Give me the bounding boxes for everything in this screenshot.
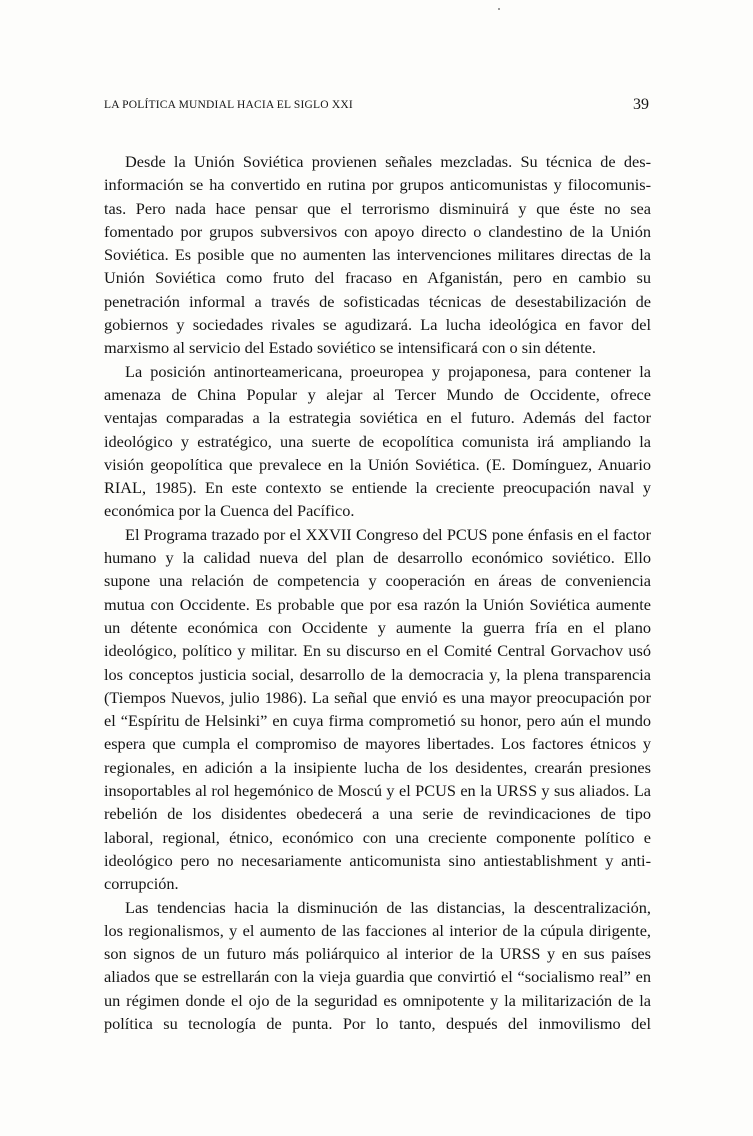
text-line: marxismo al servicio del Estado soviético se intensificará con o sin détente.: [104, 338, 596, 358]
text-line: mutua con Occidente. Es probable que por esa razón la Unión Soviética aumente: [104, 594, 651, 614]
text-line: penetración informal a través de sofisticadas técnicas de desestabilización de: [104, 291, 651, 311]
text-line: supone una relación de competencia y cooperación en áreas de conveniencia: [104, 571, 651, 591]
text-line: visión geopolítica que prevalece en la Unión Soviética. (E. Domínguez, Anuario: [104, 454, 651, 474]
text-line: los conceptos justicia social, desarrollo de la democracia y, la plena transparencia: [104, 664, 651, 684]
text-line: son signos de un futuro más poliárquico al interior de la URSS y en sus países: [104, 944, 651, 964]
text-line: regionales, en adición a la insipiente lucha de los desidentes, crearán presiones: [104, 757, 651, 777]
text-line: ideológico pero no necesariamente anticomunista sino antiestablishment y anti-: [104, 850, 651, 870]
text-line: Unión Soviética como fruto del fracaso en Afganistán, pero en cambio su: [104, 268, 651, 288]
text-line: El Programa trazado por el XXVII Congreso del PCUS pone énfasis en el factor: [125, 524, 651, 544]
text-line: ventajas comparadas a la estrategia soviética en el futuro. Además del factor: [104, 408, 651, 428]
text-line: ideológico y estratégico, una suerte de ecopolítica comunista irá ampliando la: [104, 431, 651, 451]
paragraph-4: [104, 896, 651, 1036]
running-header-title: LA POLÍTICA MUNDIAL HACIA EL SIGLO XXI: [104, 99, 353, 111]
paragraph-2: [104, 360, 651, 523]
text-line: amenaza de China Popular y alejar al Tercer Mundo de Occidente, ofrece: [104, 384, 651, 404]
text-line: gobiernos y sociedades rivales se agudizará. La lucha ideológica en favor del: [104, 315, 651, 335]
text-line: humano y la calidad nueva del plan de desarrollo económico soviético. Ello: [104, 548, 651, 568]
text-line: los regionalismos, y el aumento de las facciones al interior de la cúpula dirigente,: [104, 920, 651, 940]
text-line: rebelión de los disidentes obedecerá a una serie de revindicaciones de tipo: [104, 804, 651, 824]
text-line: Desde la Unión Soviética provienen señales mezcladas. Su técnica de des-: [125, 152, 651, 171]
text-line: un détente económica con Occidente y aumente la guerra fría en el plano: [104, 617, 651, 637]
paragraph-3: [104, 523, 651, 896]
scan-speck: [498, 8, 500, 10]
text-line: política su tecnología de punta. Por lo tanto, después del inmovilismo del: [104, 1013, 651, 1033]
paragraph-1: [104, 150, 651, 360]
text-line: tas. Pero nada hace pensar que el terrorismo disminuirá y que éste no sea: [104, 198, 651, 218]
page-number: 39: [633, 96, 649, 113]
text-line: espera que cumpla el compromiso de mayores libertades. Los factores étnicos y: [104, 734, 651, 754]
text-line: Soviética. Es posible que no aumenten las intervenciones militares directas de la: [104, 245, 651, 265]
text-line: ideológico, político y militar. En su discurso en el Comité Central Gorvachov usó: [104, 641, 651, 661]
text-line: aliados que se estrellarán con la vieja guardia que convirtió el “socialismo real” en: [104, 967, 651, 987]
text-line: laboral, regional, étnico, económico con una creciente componente político e: [104, 827, 651, 847]
text-line: un régimen donde el ojo de la seguridad es omnipotente y la militarización de la: [104, 990, 651, 1010]
text-line: económica por la Cuenca del Pacífico.: [104, 501, 355, 521]
text-line: corrupción.: [104, 874, 179, 894]
text-line: (Tiempos Nuevos, julio 1986). La señal que envió es una mayor preocupación por: [104, 687, 651, 707]
text-line: RIAL, 1985). En este contexto se entiende la creciente preocupación naval y: [104, 478, 651, 498]
body-text: [104, 150, 651, 1035]
text-line: fomentado por grupos subversivos con apoyo directo o clandestino de la Unión: [104, 221, 651, 241]
text-line: insoportables al rol hegemónico de Moscú y el PCUS en la URSS y sus aliados. La: [104, 781, 651, 801]
text-line: Las tendencias hacia la disminución de las distancias, la descentralización,: [125, 897, 651, 917]
text-line: el “Espíritu de Helsinki” en cuya firma comprometió su honor, pero aún el mundo: [104, 711, 651, 731]
text-line: La posición antinorteamericana, proeuropea y projaponesa, para contener la: [125, 361, 651, 381]
text-line: información se ha convertido en rutina por grupos anticomunistas y filocomunis-: [104, 175, 651, 195]
